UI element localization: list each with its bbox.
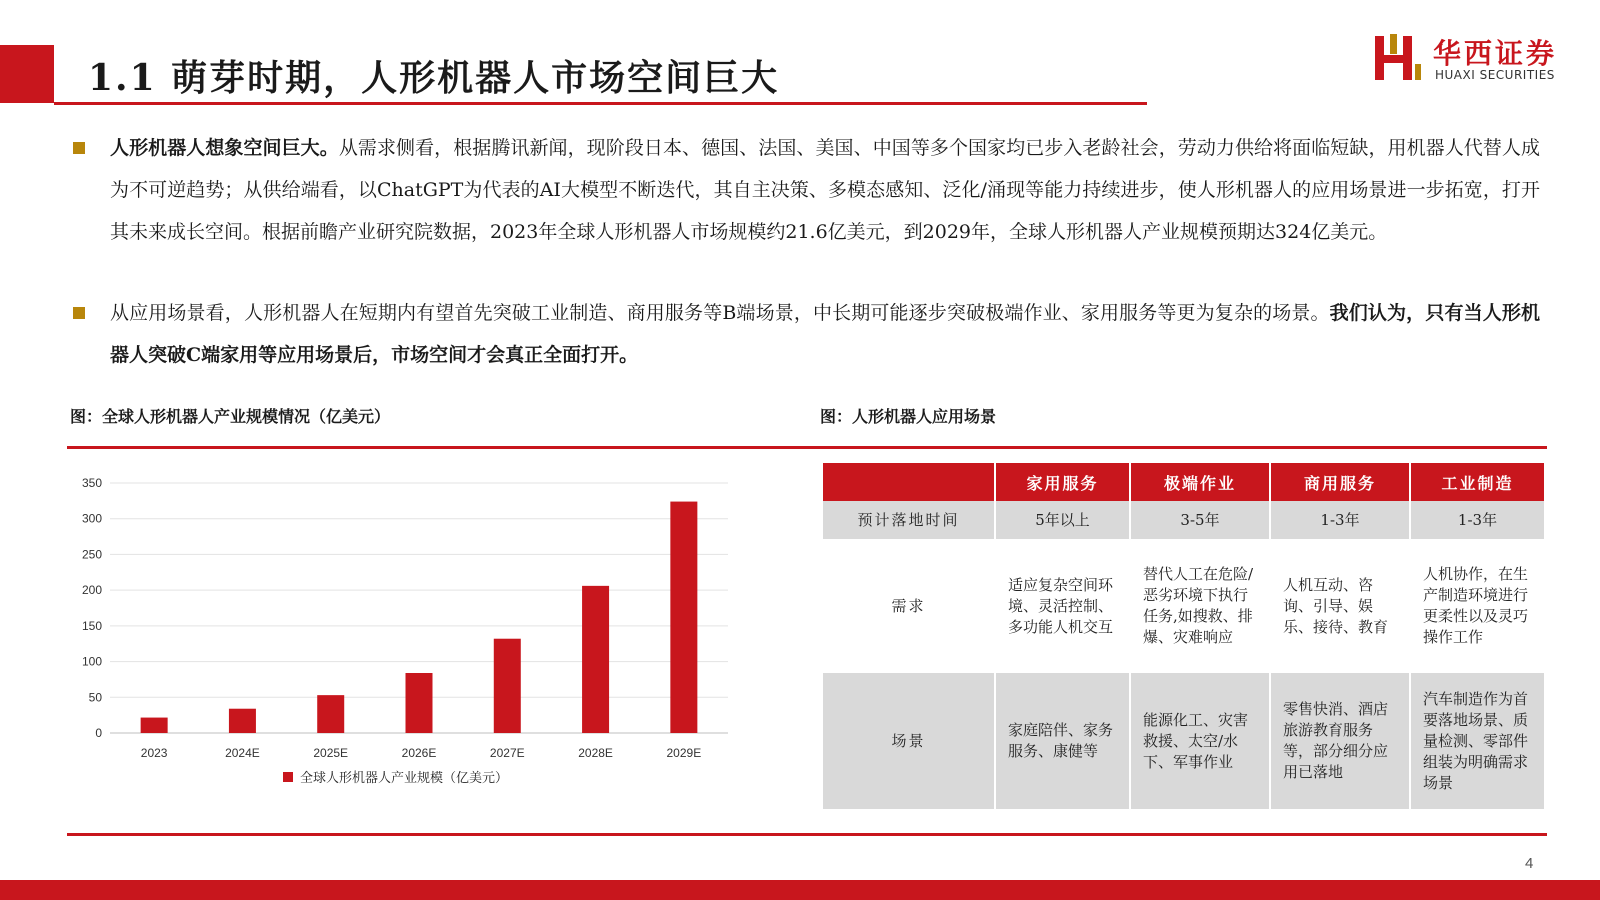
table-row-label: 场景 (823, 673, 994, 809)
chart-bars (141, 502, 698, 733)
x-tick-label: 2028E (578, 746, 613, 760)
chart-bar (670, 502, 697, 733)
x-tick-label: 2029E (666, 746, 702, 760)
table-row (823, 673, 1544, 809)
chart-bar (229, 709, 256, 733)
y-tick-label: 0 (95, 726, 102, 740)
paragraph-1-lead: 人形机器人想象空间巨大。 (110, 137, 339, 159)
bullet-icon (73, 142, 85, 154)
paragraph-2-conclusion: 我们认为，只有当人形机器人突破C端家用等应用场景后，市场空间才会真正全面打开。 (110, 302, 1540, 366)
logo-chinese-name: 华西证券 (1433, 37, 1558, 70)
paragraph-2-body: 从应用场景看，人形机器人在短期内有望首先突破工业制造、商用服务等B端场景，中长期可能逐步突破极端作业、家用服务等更为复杂的场景。 (110, 302, 1330, 324)
table-header-cell: 商用服务 (1269, 463, 1409, 501)
x-tick-label: 2024E (225, 746, 260, 760)
paragraph-1-body: 从需求侧看，根据腾讯新闻，现阶段日本、德国、法国、美国、中国等多个国家均已步入老龄社会，劳动力供给将面临短缺，用机器人代替人成为不可逆趋势；从供给端看，以ChatGPT为代表的AI大模型不断迭代，其自主决策、多模态感知、泛化/涌现等能力持续进步，使人形机器人的应用场景进一步拓宽，打开其未来成长空间。根据前瞻产业研究院数据，2023年全球人形机器人市场规模约21.6亿美元，到2029年，全球人形机器人产业规模预期达324亿美元。 (110, 137, 1540, 243)
page-title: 1.1 萌芽时期，人形机器人市场空间巨大 (88, 57, 780, 99)
x-tick-label: 2027E (489, 746, 525, 760)
paragraph-2 (110, 292, 1540, 376)
table-row (823, 501, 1544, 539)
bullet-icon (73, 307, 85, 319)
chart-x-axis (141, 746, 701, 760)
table-header-cell: 家用服务 (994, 463, 1129, 501)
chart-legend (283, 770, 508, 786)
table-cell: 人机协作，在生产制造环境进行更柔性以及灵巧操作工作 (1409, 539, 1544, 673)
y-tick-label: 150 (81, 618, 102, 633)
paragraph-1 (110, 127, 1540, 253)
table-row (823, 539, 1544, 673)
y-tick-label: 250 (81, 547, 102, 562)
y-tick-label: 100 (81, 654, 102, 669)
figure-bottom-divider (67, 833, 1547, 836)
chart-caption: 图：全球人形机器人产业规模情况（亿美元） (70, 407, 391, 426)
y-tick-label: 300 (81, 511, 102, 526)
table-cell: 汽车制造作为首要落地场景、质量检测、零部件组装为明确需求场景 (1409, 673, 1544, 809)
table-cell: 1-3年 (1409, 501, 1544, 539)
y-tick-label: 200 (81, 583, 102, 598)
company-logo (1375, 34, 1585, 84)
table-header-cell (823, 463, 994, 501)
table-cell: 零售快消、酒店旅游教育服务等，部分细分应用已落地 (1269, 673, 1409, 809)
footer-bar (0, 880, 1600, 900)
chart-y-axis (82, 476, 102, 740)
table-header-cell: 极端作业 (1129, 463, 1269, 501)
table-cell: 人机互动、咨询、引导、娱乐、接待、教育 (1269, 539, 1409, 673)
table-cell: 家庭陪伴、家务服务、康健等 (994, 673, 1129, 809)
x-tick-label: 2023 (140, 746, 168, 760)
chart-bar (141, 718, 168, 733)
table-caption: 图：人形机器人应用场景 (820, 407, 997, 426)
chart-bar (494, 639, 521, 733)
y-tick-label: 350 (81, 476, 102, 490)
market-size-bar-chart (68, 460, 768, 830)
table-cell: 能源化工、灾害救援、太空/水下、军事作业 (1129, 673, 1269, 809)
table-cell: 替代人工在危险/恶劣环境下执行任务,如搜救、排爆、灾难响应 (1129, 539, 1269, 673)
page-number: 4 (1525, 855, 1534, 872)
table-cell: 5年以上 (994, 501, 1129, 539)
table-header-cell: 工业制造 (1409, 463, 1544, 501)
chart-bar (406, 673, 433, 733)
y-tick-label: 50 (88, 690, 102, 705)
table-cell: 1-3年 (1269, 501, 1409, 539)
application-scenario-table (823, 463, 1544, 809)
chart-bar (317, 695, 344, 733)
figure-top-divider (67, 446, 1547, 449)
huaxi-logo-icon (1375, 34, 1421, 82)
table-cell: 3-5年 (1129, 501, 1269, 539)
logo-english-name: HUAXI SECURITIES (1435, 68, 1555, 82)
legend-swatch (283, 772, 293, 782)
table-header-row (823, 463, 1544, 501)
table-row-label: 预计落地时间 (823, 501, 994, 539)
legend-label: 全球人形机器人产业规模（亿美元） (300, 771, 509, 786)
chart-bar (582, 586, 609, 733)
table-cell: 适应复杂空间环境、灵活控制、多功能人机交互 (994, 539, 1129, 673)
header-divider (54, 102, 1147, 105)
table-row-label: 需求 (823, 539, 994, 673)
header-accent-block (0, 45, 54, 103)
x-tick-label: 2026E (401, 746, 437, 760)
x-tick-label: 2025E (313, 746, 349, 760)
